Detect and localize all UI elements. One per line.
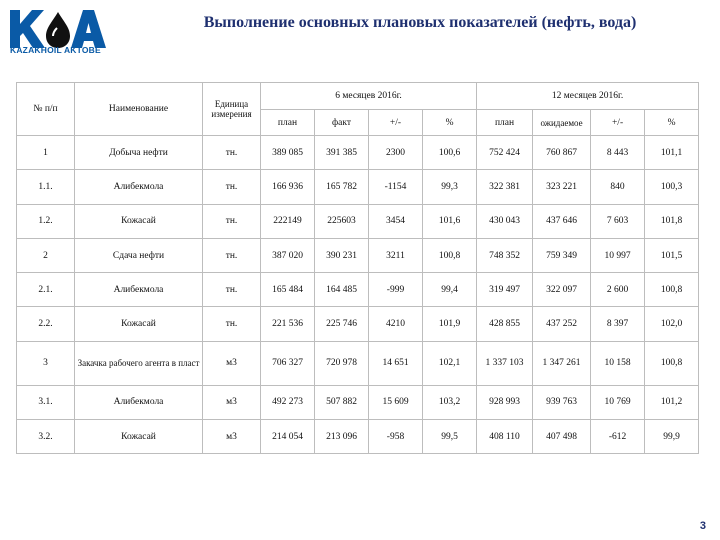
cell-num: 1: [17, 136, 75, 170]
cell-value: 10 997: [591, 238, 645, 272]
cell-value: 3454: [369, 204, 423, 238]
cell-value: 101,9: [423, 307, 477, 341]
header-col: +/-: [591, 110, 645, 136]
cell-value: -1154: [369, 170, 423, 204]
cell-value: 100,8: [645, 273, 699, 307]
cell-value: 752 424: [477, 136, 533, 170]
cell-value: 391 385: [315, 136, 369, 170]
cell-value: 213 096: [315, 420, 369, 454]
header-name: Наименование: [75, 83, 203, 136]
header-period-6m: 6 месяцев 2016г.: [261, 83, 477, 110]
cell-unit: тн.: [203, 238, 261, 272]
cell-value: 322 381: [477, 170, 533, 204]
table-row: [17, 136, 699, 170]
table-row: [17, 204, 699, 238]
cell-value: 323 221: [533, 170, 591, 204]
cell-value: 1 337 103: [477, 341, 533, 385]
cell-value: 101,5: [645, 238, 699, 272]
cell-num: 3.1.: [17, 385, 75, 419]
cell-name: Закачка рабочего агента в пласт: [75, 341, 203, 385]
cell-value: -612: [591, 420, 645, 454]
cell-value: 100,8: [645, 341, 699, 385]
cell-value: 99,9: [645, 420, 699, 454]
cell-value: 759 349: [533, 238, 591, 272]
cell-num: 1.1.: [17, 170, 75, 204]
cell-name: Алибекмола: [75, 170, 203, 204]
table-row: [17, 341, 699, 385]
cell-value: 102,1: [423, 341, 477, 385]
cell-value: 101,6: [423, 204, 477, 238]
cell-value: 101,8: [645, 204, 699, 238]
cell-value: 407 498: [533, 420, 591, 454]
cell-value: 222149: [261, 204, 315, 238]
cell-name: Кожасай: [75, 307, 203, 341]
cell-value: 7 603: [591, 204, 645, 238]
cell-name: Добыча нефти: [75, 136, 203, 170]
cell-unit: тн.: [203, 136, 261, 170]
cell-value: 389 085: [261, 136, 315, 170]
cell-value: 164 485: [315, 273, 369, 307]
cell-value: 99,4: [423, 273, 477, 307]
logo-company-name: KAZAKHOIL AKTOBE: [10, 45, 101, 55]
cell-value: 507 882: [315, 385, 369, 419]
cell-value: 390 231: [315, 238, 369, 272]
header-col: план: [477, 110, 533, 136]
cell-value: 14 651: [369, 341, 423, 385]
table-row: [17, 238, 699, 272]
page-number: 3: [699, 520, 706, 532]
header-col: %: [645, 110, 699, 136]
header-period-12m: 12 месяцев 2016г.: [477, 83, 699, 110]
cell-value: 387 020: [261, 238, 315, 272]
cell-value: 214 054: [261, 420, 315, 454]
cell-value: 102,0: [645, 307, 699, 341]
cell-value: 99,3: [423, 170, 477, 204]
table-row: [17, 170, 699, 204]
cell-value: 928 993: [477, 385, 533, 419]
cell-value: 3211: [369, 238, 423, 272]
cell-value: 101,1: [645, 136, 699, 170]
cell-value: 437 646: [533, 204, 591, 238]
cell-value: 492 273: [261, 385, 315, 419]
header-col: факт: [315, 110, 369, 136]
cell-num: 3.2.: [17, 420, 75, 454]
cell-value: 10 769: [591, 385, 645, 419]
cell-num: 2.2.: [17, 307, 75, 341]
cell-value: 100,6: [423, 136, 477, 170]
header-unit: Единица измерения: [203, 83, 261, 136]
cell-name: Кожасай: [75, 204, 203, 238]
cell-value: 748 352: [477, 238, 533, 272]
cell-name: Кожасай: [75, 420, 203, 454]
header-col: план: [261, 110, 315, 136]
cell-unit: м3: [203, 385, 261, 419]
cell-num: 2: [17, 238, 75, 272]
cell-value: 408 110: [477, 420, 533, 454]
cell-value: 225603: [315, 204, 369, 238]
cell-value: 1 347 261: [533, 341, 591, 385]
header-col: ожидаемое: [533, 110, 591, 136]
cell-value: 8 397: [591, 307, 645, 341]
cell-unit: м3: [203, 341, 261, 385]
cell-name: Алибекмола: [75, 385, 203, 419]
performance-table: [16, 82, 699, 454]
cell-value: -999: [369, 273, 423, 307]
cell-value: 100,3: [645, 170, 699, 204]
cell-value: 437 252: [533, 307, 591, 341]
cell-value: 319 497: [477, 273, 533, 307]
cell-unit: тн.: [203, 204, 261, 238]
cell-unit: тн.: [203, 307, 261, 341]
cell-value: 939 763: [533, 385, 591, 419]
cell-unit: тн.: [203, 170, 261, 204]
cell-value: 322 097: [533, 273, 591, 307]
cell-num: 3: [17, 341, 75, 385]
cell-value: 2 600: [591, 273, 645, 307]
table-row: [17, 420, 699, 454]
table-row: [17, 273, 699, 307]
cell-value: 428 855: [477, 307, 533, 341]
header-row-1: [17, 83, 699, 110]
cell-value: 720 978: [315, 341, 369, 385]
cell-num: 2.1.: [17, 273, 75, 307]
cell-value: -958: [369, 420, 423, 454]
header-num: № п/п: [17, 83, 75, 136]
cell-value: 10 158: [591, 341, 645, 385]
header-col: +/-: [369, 110, 423, 136]
table-row: [17, 385, 699, 419]
cell-value: 706 327: [261, 341, 315, 385]
cell-value: 165 484: [261, 273, 315, 307]
cell-value: 2300: [369, 136, 423, 170]
cell-value: 101,2: [645, 385, 699, 419]
cell-value: 99,5: [423, 420, 477, 454]
table-row: [17, 307, 699, 341]
cell-name: Сдача нефти: [75, 238, 203, 272]
cell-value: 8 443: [591, 136, 645, 170]
cell-value: 166 936: [261, 170, 315, 204]
page-title: Выполнение основных плановых показателей (нефть, вода): [203, 14, 637, 31]
cell-value: 760 867: [533, 136, 591, 170]
cell-unit: тн.: [203, 273, 261, 307]
cell-value: 4210: [369, 307, 423, 341]
cell-name: Алибекмола: [75, 273, 203, 307]
cell-value: 225 746: [315, 307, 369, 341]
cell-value: 165 782: [315, 170, 369, 204]
cell-value: 840: [591, 170, 645, 204]
cell-unit: м3: [203, 420, 261, 454]
cell-value: 221 536: [261, 307, 315, 341]
cell-value: 100,8: [423, 238, 477, 272]
cell-num: 1.2.: [17, 204, 75, 238]
cell-value: 430 043: [477, 204, 533, 238]
cell-value: 15 609: [369, 385, 423, 419]
cell-value: 103,2: [423, 385, 477, 419]
header-col: %: [423, 110, 477, 136]
